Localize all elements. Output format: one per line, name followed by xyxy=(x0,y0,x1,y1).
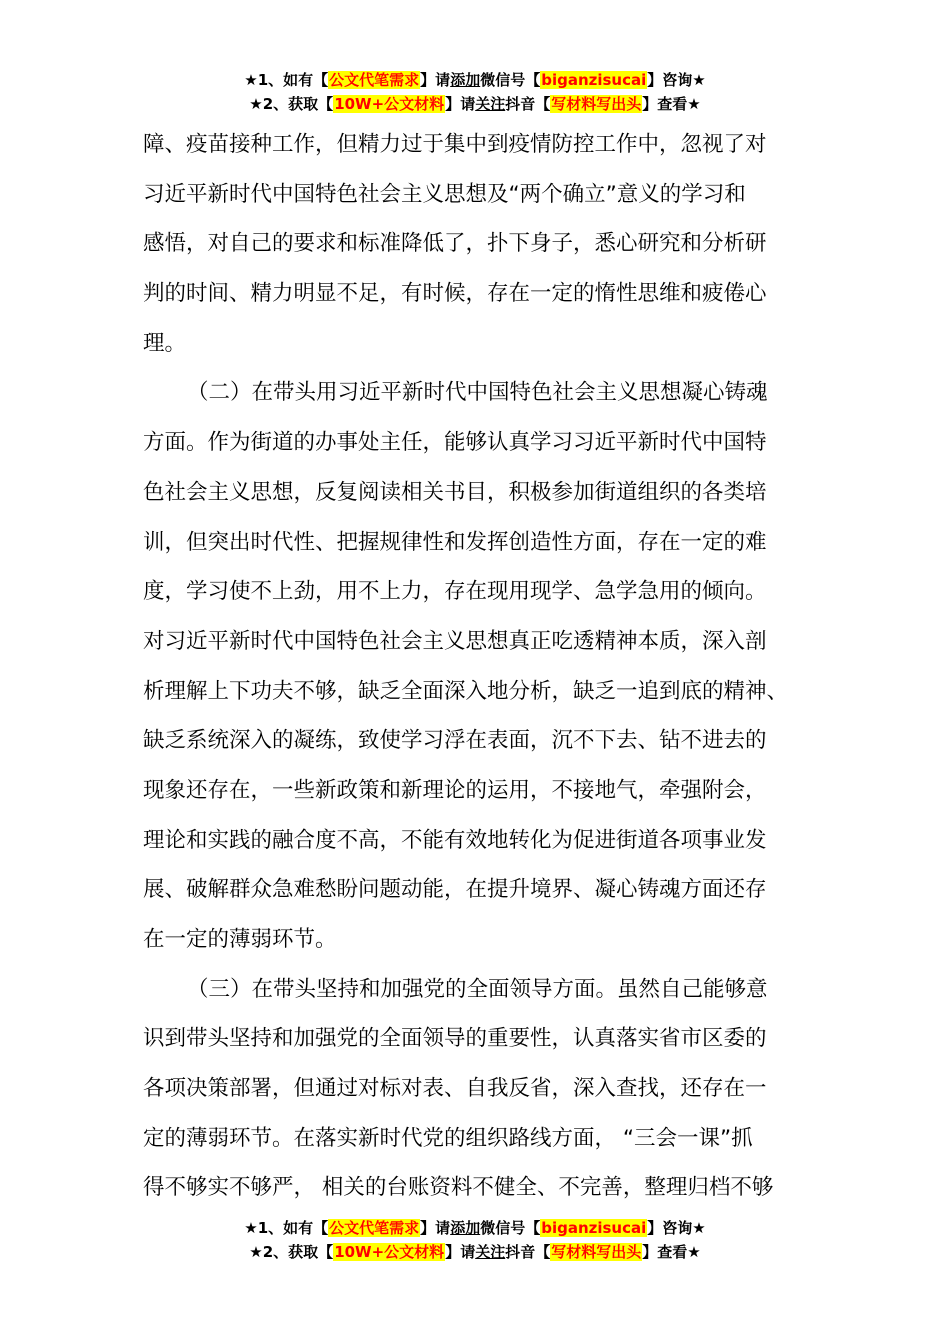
body-line: 析理解上下功夫不够，缺乏全面深入地分析，缺乏一追到底的精神、 xyxy=(143,678,789,704)
body-line: 缺乏系统深入的凝练，致使学习浮在表面，沉不下去、钻不进去的 xyxy=(143,728,767,754)
banner-line-2 xyxy=(0,92,950,116)
footer-banner xyxy=(0,1216,950,1264)
body-line: 色社会主义思想，反复阅读相关书目，积极参加街道组织的各类培 xyxy=(143,479,767,505)
body-line: 展、破解群众急难愁盼问题动能，在提升境界、凝心铸魂方面还存 xyxy=(143,877,767,903)
body-line: 感悟，对自己的要求和标准降低了，扑下身子，悉心研究和分析研 xyxy=(143,231,767,257)
body-line: 在一定的薄弱环节。 xyxy=(143,927,337,952)
banner-text: 】请 xyxy=(420,1219,451,1237)
banner-text: 】请 xyxy=(445,1243,476,1261)
banner-highlight-wechat-id: biganzisucai xyxy=(541,1219,647,1237)
banner-highlight: 公文代笔需求 xyxy=(329,71,420,89)
banner-text: ★1、如有【 xyxy=(244,71,329,89)
header-banner xyxy=(0,68,950,116)
banner-underlined-text: 添加 xyxy=(450,1219,481,1237)
section-heading-2: （二）在带头用习近平新时代中国特色社会主义思想凝心铸魂 xyxy=(187,380,768,406)
banner-text: 抖音【 xyxy=(505,1243,551,1261)
banner-text: 抖音【 xyxy=(505,95,551,113)
banner-highlight-douyin: 写材料写出头 xyxy=(551,1243,642,1261)
body-line: 方面。作为街道的办事处主任，能够认真学习习近平新时代中国特 xyxy=(143,430,767,456)
banner-text: 】查看★ xyxy=(642,95,701,113)
section-heading-3: （三）在带头坚持和加强党的全面领导方面。虽然自己能够意 xyxy=(187,976,768,1002)
body-line: 判的时间、精力明显不足，有时候，存在一定的惰性思维和疲倦心 xyxy=(143,281,767,307)
body-line: 理。 xyxy=(143,330,187,356)
banner-text: ★1、如有【 xyxy=(244,1219,329,1237)
banner-highlight-douyin: 写材料写出头 xyxy=(551,95,642,113)
banner-line-2 xyxy=(0,1240,950,1264)
banner-text: 】请 xyxy=(445,95,476,113)
body-line: 障、疫苗接种工作，但精力过于集中到疫情防控工作中，忽视了对 xyxy=(143,132,767,157)
banner-underlined-text: 添加 xyxy=(450,71,481,89)
banner-line-1 xyxy=(0,1216,950,1240)
body-line: 识到带头坚持和加强党的全面领导的重要性，认真落实省市区委的 xyxy=(143,1026,767,1052)
banner-text: ★2、获取【 xyxy=(249,1243,334,1261)
body-line: 理论和实践的融合度不高，不能有效地转化为促进街道各项事业发 xyxy=(143,827,767,853)
banner-line-1 xyxy=(0,68,950,92)
body-line: 各项决策部署，但通过对标对表、自我反省，深入查找，还存在一 xyxy=(143,1076,767,1102)
banner-text: 】咨询★ xyxy=(647,71,706,89)
body-line: 得不够实不够严， 相关的台账资料不健全、不完善，整理归档不够 xyxy=(143,1175,774,1201)
banner-highlight: 10W+公文材料 xyxy=(334,95,445,113)
banner-text: 微信号【 xyxy=(480,71,541,89)
body-line: 定的薄弱环节。在落实新时代党的组织路线方面， “三会一课”抓 xyxy=(143,1125,753,1151)
body-line: 度，学习使不上劲，用不上力，存在现用现学、急学急用的倾向。 xyxy=(143,579,767,605)
banner-text: 微信号【 xyxy=(480,1219,541,1237)
banner-highlight: 10W+公文材料 xyxy=(334,1243,445,1261)
body-line: 训，但突出时代性、把握规律性和发挥创造性方面，存在一定的难 xyxy=(143,529,767,555)
banner-highlight: 公文代笔需求 xyxy=(329,1219,420,1237)
document-body xyxy=(143,120,823,1213)
banner-underlined-text: 关注 xyxy=(475,1243,506,1261)
banner-text: 】咨询★ xyxy=(647,1219,706,1237)
body-line: 习近平新时代中国特色社会主义思想及“两个确立”意义的学习和 xyxy=(143,181,746,207)
body-line: 现象还存在，一些新政策和新理论的运用，不接地气，牵强附会， xyxy=(143,777,767,803)
banner-text: 】请 xyxy=(420,71,451,89)
banner-underlined-text: 关注 xyxy=(475,95,506,113)
banner-text: 】查看★ xyxy=(642,1243,701,1261)
banner-text: ★2、获取【 xyxy=(249,95,334,113)
body-line: 对习近平新时代中国特色社会主义思想真正吃透精神本质，深入剖 xyxy=(143,628,767,654)
banner-highlight-wechat-id: biganzisucai xyxy=(541,71,647,89)
